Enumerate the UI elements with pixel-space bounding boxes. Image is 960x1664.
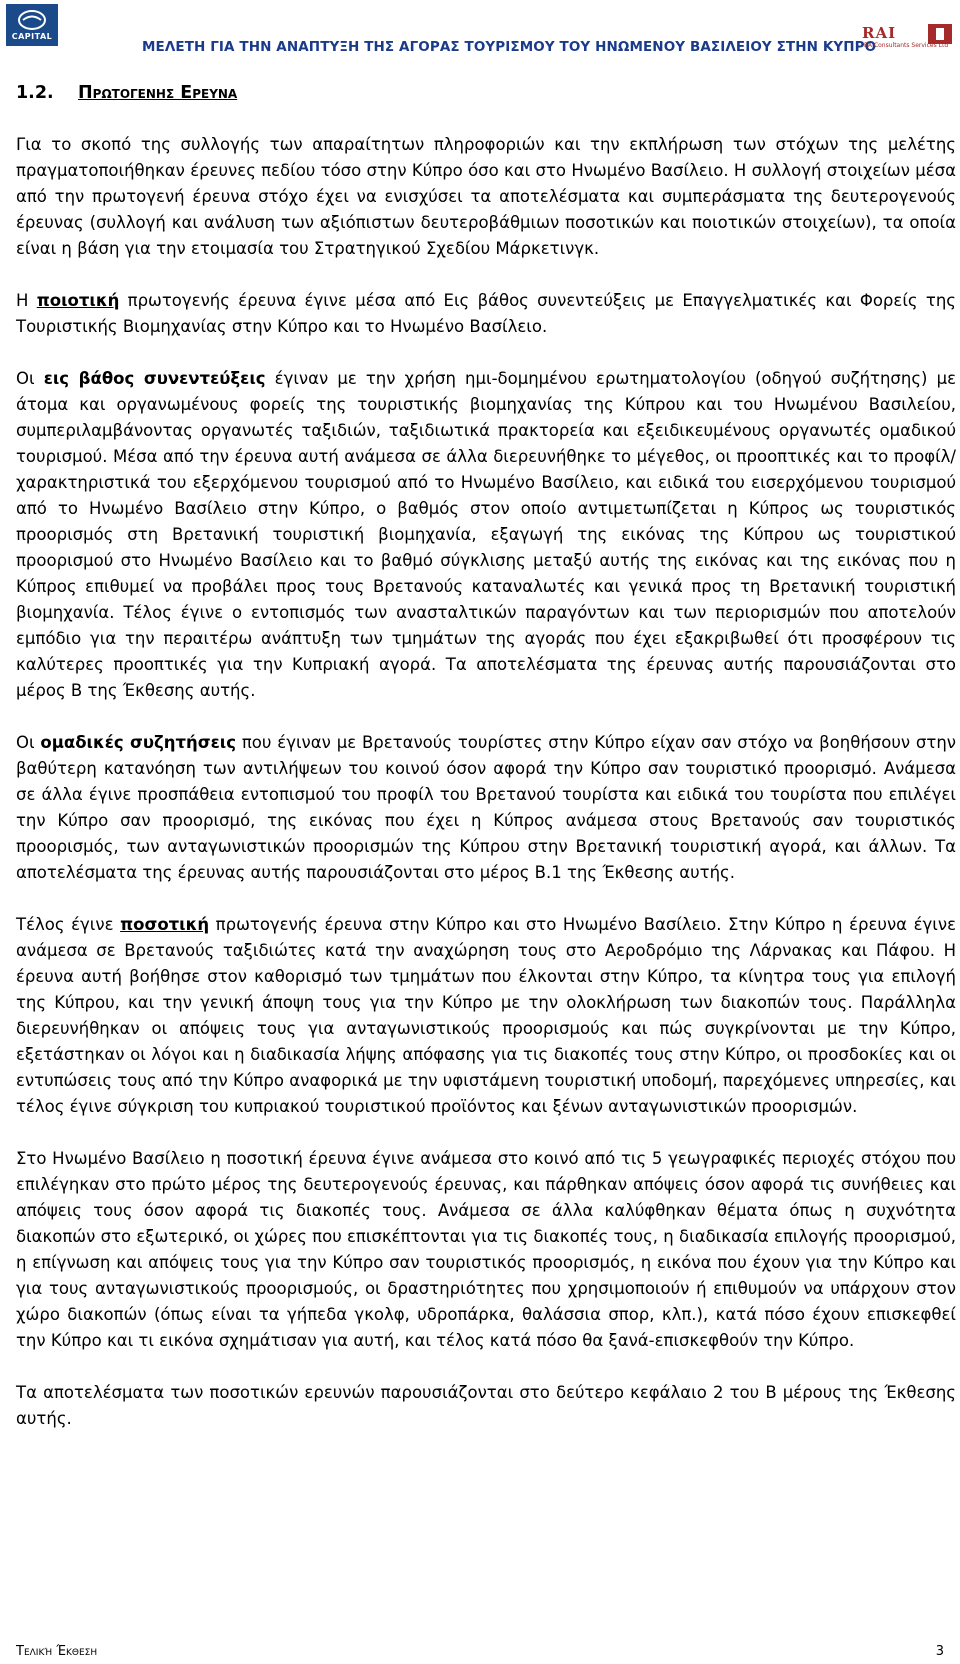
paragraph-qualitative-post: πρωτογενής έρευνα έγινε μέσα από Εις βάθος συνεντεύξεις με Επαγγελματικές και Φορείς της Τουριστικής Βιομηχανίας στην Κύπρο και το Ηνωμένο Βασίλειο. <box>16 291 956 336</box>
section-heading <box>16 80 956 106</box>
paragraph-quantitative <box>16 912 956 1120</box>
paragraph-focus-post: που έγιναν με Βρετανούς τουρίστες στην Κύπρο είχαν σαν στόχο να βοηθήσουν στην βαθύτερη κατανόηση των αντιλήψεων του κοινού όσον αφορά την Κύπρο σαν τουριστικό προορισμό. Ανάμεσα σε άλλα έγινε προσπάθεια εντοπισμού του προφίλ του Βρετανού τουρίστα και ειδικά του τουρίστα που επιλέγει την Κύπρο σαν προορισμό, της εικόνας που έχει η Κύπρος ανάμεσα στους Βρετανούς σαν τουριστικός προορισμός, των ανταγωνιστικών προορισμών της Κύπρου στην Βρετανική τουριστική αγορά, και άλλων. Τα αποτελέσματα της έρευνας αυτής παρουσιάζονται στο μέρος Β.1 της Έκθεσης αυτής. <box>16 733 956 882</box>
page-number: 3 <box>935 1644 944 1659</box>
section-title: Πρωτογενησ Ερευνα <box>78 83 238 103</box>
quantitative-term: ποσοτική <box>120 915 210 934</box>
rai-logo <box>862 24 958 52</box>
paragraph-intro: Για το σκοπό της συλλογής των απαραίτητων πληροφοριών και την εκπλήρωση των στόχων της μελέτης πραγματοποιήθηκαν έρευνες πεδίου τόσο στην Κύπρο όσο και στο Ηνωμένο Βασίλειο. Η συλλογή στοιχείων μέσα από την πρωτογενή έρευνα στόχο έχει να ενισχύσει τα αποτελέσματα και συμπεράσματα της δευτερογενούς έρευνας (συλλογή και ανάλυση των αξιόπιστων δευτεροβάθμιων ποσοτικών και ποιοτικών στοιχείων), τα οποία είναι η βάση για την ετοιμασία του Στρατηγικού Σχεδίου Μάρκετινγκ. <box>16 135 956 258</box>
rai-logo-subtitle: RA Consultants Services Ltd <box>864 42 949 49</box>
paragraph-interviews-post: έγιναν με την χρήση ημι-δομημένου ερωτηματολογίου (οδηγού συζήτησης) με άτομα και οργανωμένους φορείς της τουριστικής βιομηχανίας της Κύπρου και του Ηνωμένου Βασιλείου, συμπεριλαμβάνοντας οργανωτές ταξιδιών, ταξιδιωτικά πρακτορεία και εξειδικευμένους οργανωτές ομαδικού τουρισμού. Μέσα από την έρευνα αυτή ανάμεσα σε άλλα διερευνήθηκε το μέγεθος, οι προοπτικές και το προφίλ/χαρακτηριστικά του εξερχόμενου τουρισμού από το Ηνωμένο Βασίλειο, και ειδικά του εισερχόμενου τουρισμού από το Ηνωμένο Βασίλειο στην Κύπρο, ο βαθμός στον οποίο αντιμετωπίζεται η Κύπρος ως τουριστικός προορισμός στη Βρετανική τουριστική βιομηχανία, εξαγωγή της εικόνας της Κύπρου ως τουριστικού προορισμού στο Ηνωμένο Βασίλειο και το βαθμό σύγκλισης μεταξύ αυτής της εικόνας και της εικόνας που η Κύπρος επιθυμεί να προβάλει προς τους Βρετανούς καταναλωτές και γενικά προς τη Βρετανική τουριστική βιομηχανία. Τέλος έγινε ο εντοπισμός των ανασταλτικών παραγόντων και των περιορισμών που αποτελούν εμπόδιο για την περαιτέρω ανάπτυξη των τμημάτων της αγοράς που έχει εξακριβωθεί ότι προσφέρουν τις καλύτερες προοπτικές για την Κυπριακή αγορά. Τα αποτελέσματα της έρευνας αυτής παρουσιάζονται στο μέρος Β της Έκθεσης αυτής. <box>16 369 956 700</box>
paragraph-in-depth-interviews <box>16 366 956 704</box>
paragraph-qualitative-pre: Η <box>16 291 37 310</box>
paragraph-focus-groups <box>16 730 956 886</box>
capital-logo-icon <box>17 9 47 31</box>
paragraph-results: Τα αποτελέσματα των ποσοτικών ερευνών παρουσιάζονται στο δεύτερο κεφάλαιο 2 του Β μέρους της Έκθεσης αυτής. <box>16 1383 956 1428</box>
capital-logo <box>6 4 58 46</box>
header-title: ΜΕΛΕΤΗ ΓΙΑ ΤΗΝ ΑΝΑΠΤΥΞΗ ΤΗΣ ΑΓΟΡΑΣ ΤΟΥΡΙΣΜΟΥ ΤΟΥ ΗΝΩΜΕΝΟΥ ΒΑΣΙΛΕΙΟΥ ΣΤΗΝ ΚΥΠΡΟ <box>142 39 877 55</box>
paragraph-interviews-pre: Οι <box>16 369 44 388</box>
rai-logo-text: RAI <box>862 24 897 42</box>
footer-report-title: Τελική Έκθεση <box>16 1644 98 1659</box>
rai-logo-mark-icon <box>928 24 952 44</box>
in-depth-interviews-term: εις βάθος συνεντεύξεις <box>43 369 266 388</box>
paragraph-quantitative-pre: Τέλος έγινε <box>16 915 121 934</box>
paragraph-quantitative-post: πρωτογενής έρευνα στην Κύπρο και στο Ηνωμένο Βασίλειο. Στην Κύπρο η έρευνα έγινε ανάμεσα σε Βρετανούς ταξιδιώτες κατά την αναχώρηση τους στο Αεροδρόμιο της Λάρνακας και Πάφου. Η έρευνα αυτή βοήθησε στον καθορισμό των τμημάτων που έλκονται στην Κύπρο, τα κίνητρα τους για επιλογή της Κύπρου, και την γενική άποψη τους για την Κύπρο με την ολοκλήρωση των διακοπών τους. Παράλληλα διερευνήθηκαν οι απόψεις τους για ανταγωνιστικούς προορισμούς και πώς συγκρίνονται με την Κύπρο, εξετάστηκαν οι λόγοι και η διαδικασία λήψης απόφασης για τις διακοπές τους στην Κύπρο, οι προσδοκίες και οι εντυπώσεις τους από την Κύπρο αναφορικά με την υφιστάμενη τουριστική υποδομή, παρεχόμενες υπηρεσίες, και τέλος έγινε σύγκριση του κυπριακού τουριστικού προϊόντος και ξένων ανταγωνιστικών προορισμών. <box>16 915 956 1116</box>
paragraph-focus-pre: Οι <box>16 733 41 752</box>
document-body <box>16 80 956 1458</box>
focus-groups-term: ομαδικές συζητήσεις <box>40 733 237 752</box>
paragraph-qualitative <box>16 288 956 340</box>
page-header <box>0 0 960 60</box>
paragraph-uk-survey: Στο Ηνωμένο Βασίλειο η ποσοτική έρευνα έγινε ανάμεσα στο κοινό από τις 5 γεωγραφικές περιοχές στόχου που επιλέγηκαν στο πρώτο μέρος της δευτερογενούς έρευνας, και πάρθηκαν απόψεις όσον αφορά τις συνήθειες και απόψεις τους όσον αφορά τις διακοπές τους. Ανάμεσα σε άλλα καλύφθηκαν θέματα όπως η συχνότητα διακοπών στο εξωτερικό, οι χώρες που επισκέπτονται για τις διακοπές τους, η διαδικασία επιλογής προορισμού, η επίγνωση και απόψεις τους για την Κύπρο σαν τουριστικός προορισμός, η εικόνα που έχουν για την Κύπρο και για τους ανταγωνιστικούς προορισμούς, οι δραστηριότητες που χρησιμοποιούν ή επιθυμούν να υπάρχουν στον χώρο διακοπών (όπως είναι τα γήπεδα γκολφ, υδροπάρκα, θαλάσσια σπορ, κλπ.), κατά πόσο έχουν επισκεφθεί την Κύπρο και τι εικόνα σχημάτισαν για αυτή, και τέλος κατά πόσο θα ξανά-επισκεφθούν την Κύπρο. <box>16 1149 956 1350</box>
capital-logo-text: CAPITAL <box>11 32 53 41</box>
section-number: 1.2. <box>16 83 54 103</box>
qualitative-term: ποιοτική <box>36 291 120 310</box>
